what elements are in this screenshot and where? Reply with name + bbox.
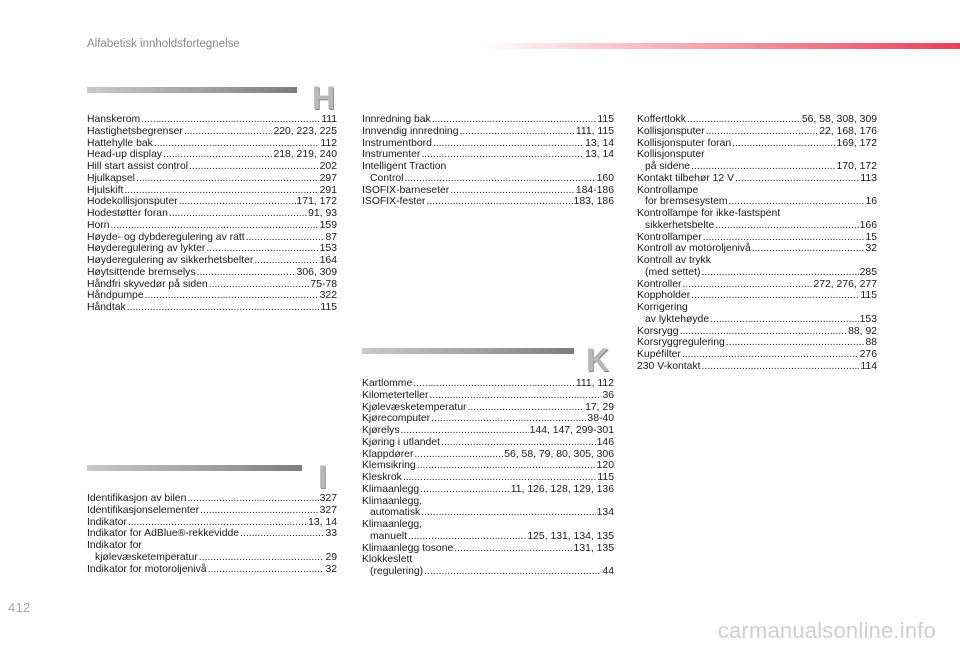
dot-leader <box>209 279 310 291</box>
dot-leader <box>703 232 865 244</box>
header-accent-bar <box>480 43 960 49</box>
dot-leader <box>413 378 575 390</box>
page-number: 412 <box>8 600 31 615</box>
index-term: Innredning bak <box>362 114 431 125</box>
index-term: Kontrollamper <box>637 231 702 243</box>
index-pages: 111, 112 <box>575 378 614 389</box>
index-term: Control <box>370 172 404 184</box>
section-k-bar <box>362 348 574 354</box>
index-entry <box>87 517 337 529</box>
index-term: Klappdører <box>362 448 414 460</box>
index-entry <box>362 126 614 138</box>
index-pages: 29 <box>325 551 337 563</box>
dot-leader <box>459 126 574 138</box>
index-term: Høyderegulering av lykter <box>87 243 206 255</box>
index-pages: 17, 29 <box>585 401 614 413</box>
dot-leader <box>154 138 320 150</box>
index-term: ISOFIX-fester <box>362 196 426 208</box>
dot-leader <box>726 337 865 349</box>
index-term: Indikator <box>87 516 127 528</box>
index-pages: 327 <box>319 493 337 504</box>
index-term: ISOFIX-barneseter <box>362 184 450 196</box>
index-pages: 115 <box>597 472 614 483</box>
index-term: Intelligent Traction <box>362 161 447 172</box>
dot-leader <box>691 290 859 302</box>
index-pages: 88 <box>865 337 877 349</box>
index-term: Klimaanlegg, <box>362 519 423 530</box>
dot-leader <box>124 185 318 197</box>
index-entry <box>87 220 337 232</box>
index-entry <box>637 185 877 197</box>
index-entry <box>87 114 337 126</box>
index-pages: 91, 93 <box>308 208 337 219</box>
index-pages: 111, 115 <box>575 125 614 137</box>
index-term: Koppholder <box>637 290 691 302</box>
index-pages: 13, 14 <box>308 516 337 528</box>
index-term: Håndtak <box>87 302 126 313</box>
index-pages: 131, 135 <box>573 542 614 554</box>
index-term: Horn <box>87 219 110 231</box>
index-entry <box>87 528 337 540</box>
index-pages: 125, 131, 134, 135 <box>527 530 614 542</box>
dot-leader <box>403 472 597 484</box>
dot-leader <box>682 279 812 291</box>
index-entry <box>637 267 877 279</box>
index-entry <box>362 472 614 484</box>
section-k-continued-entries <box>637 114 877 373</box>
index-pages: 36 <box>602 389 614 401</box>
index-pages: 153 <box>859 313 877 325</box>
index-term: Klokkeslett <box>362 554 413 566</box>
dot-leader <box>702 361 860 373</box>
index-entry <box>87 232 337 244</box>
index-entry <box>362 507 614 519</box>
index-entry <box>87 255 337 267</box>
index-pages: 169, 172 <box>836 137 877 149</box>
dot-leader <box>735 173 859 185</box>
index-pages: 13, 14 <box>585 137 614 149</box>
dot-leader <box>421 149 584 161</box>
index-pages: 322 <box>319 290 337 302</box>
dot-leader <box>454 543 572 555</box>
index-entry <box>87 540 337 552</box>
dot-leader <box>468 402 585 414</box>
index-entry <box>637 314 877 326</box>
index-pages: 15 <box>865 231 877 243</box>
index-entry <box>637 326 877 338</box>
index-pages: 32 <box>865 243 877 255</box>
index-term: Innvendig innredning <box>362 125 459 137</box>
index-entry <box>637 173 877 185</box>
index-entry <box>637 161 877 173</box>
dot-leader <box>136 173 319 185</box>
index-pages: 272, 276, 277 <box>813 278 877 290</box>
dot-leader <box>111 220 319 232</box>
index-pages: 13, 14 <box>585 149 614 161</box>
dot-leader <box>179 196 296 208</box>
dot-leader <box>163 149 272 161</box>
index-term: Kontroll av trykk <box>637 255 711 266</box>
index-term: Hjulkapsel <box>87 172 135 184</box>
dot-leader <box>421 507 595 519</box>
index-term: sikkerhetsbelte <box>645 219 715 231</box>
dot-leader <box>197 267 296 279</box>
index-entry <box>637 114 877 126</box>
dot-leader <box>184 126 273 138</box>
index-pages: 115 <box>597 114 614 125</box>
index-entry <box>362 185 614 197</box>
section-i-entries <box>87 493 337 575</box>
index-term: Hanskerom <box>87 114 141 125</box>
index-entry <box>362 196 614 208</box>
index-pages: 183, 186 <box>573 196 614 208</box>
index-entry <box>87 505 337 517</box>
index-entry <box>637 279 877 291</box>
index-pages: 171, 172 <box>296 196 337 208</box>
index-pages: 202 <box>319 161 337 172</box>
index-term: Håndpumpe <box>87 290 144 302</box>
index-entry <box>362 138 614 150</box>
dot-leader <box>127 302 320 314</box>
index-term: Korrigering <box>637 302 688 313</box>
index-entry <box>362 390 614 402</box>
dot-leader <box>433 138 584 150</box>
index-term: Kontroller <box>637 278 682 290</box>
index-pages: 16 <box>865 196 877 208</box>
dot-leader <box>417 460 596 472</box>
index-entry <box>362 425 614 437</box>
index-entry <box>87 243 337 255</box>
dot-leader <box>189 161 319 173</box>
dot-leader <box>687 114 801 126</box>
index-entry <box>637 349 877 361</box>
index-term: Kollisjonsputer <box>637 149 705 161</box>
index-entry <box>87 290 337 302</box>
index-term: Høyderegulering av sikkerhetsbelter <box>87 255 254 266</box>
index-entry <box>637 290 877 302</box>
index-term: Håndfri skyvedør på siden <box>87 278 208 290</box>
index-entry <box>362 484 614 496</box>
dot-leader <box>206 243 318 255</box>
index-entry <box>637 126 877 138</box>
dot-leader <box>128 517 307 529</box>
index-term: Identifikasjonselementer <box>87 504 200 516</box>
dot-leader <box>682 349 859 361</box>
index-entry <box>362 402 614 414</box>
index-entry <box>637 361 877 373</box>
index-term: Kjøring i utlandet <box>362 436 440 448</box>
index-term: Kartlomme <box>362 378 413 389</box>
section-i-letter: I <box>318 459 327 495</box>
dot-leader <box>752 243 865 255</box>
index-entry <box>362 378 614 390</box>
index-term: Indikator for motoroljenivå <box>87 563 207 575</box>
index-pages: 115 <box>320 302 337 313</box>
index-term: (regulering) <box>370 566 424 577</box>
index-entry <box>637 138 877 150</box>
dot-leader <box>246 232 325 244</box>
dot-leader <box>701 267 858 279</box>
index-entry <box>362 531 614 543</box>
dot-leader <box>408 531 526 543</box>
index-term: Klimaanlegg tosone <box>362 542 454 554</box>
index-term: Klimaanlegg, <box>362 495 423 507</box>
dot-leader <box>706 126 819 138</box>
index-entry <box>637 149 877 161</box>
index-term: 230 V-kontakt <box>637 360 701 372</box>
dot-leader <box>141 114 320 126</box>
index-term: Kjølevæsketemperatur <box>362 401 467 413</box>
dot-leader <box>169 208 307 220</box>
dot-leader <box>715 220 858 232</box>
index-term: Høyde- og dybderegulering av ratt <box>87 231 245 243</box>
index-term: Hodekollisjonsputer <box>87 196 178 208</box>
index-pages: 291 <box>319 184 337 196</box>
index-term: på sidene <box>645 161 691 172</box>
index-term: Kjørelys <box>362 425 400 436</box>
index-term: Kilometerteller <box>362 389 429 401</box>
index-term: av lyktehøyde <box>645 313 710 325</box>
index-entry <box>87 196 337 208</box>
dot-leader <box>208 564 325 576</box>
index-entry <box>87 208 337 220</box>
index-term: automatisk <box>370 507 421 519</box>
index-term: Hattehylle bak <box>87 137 153 149</box>
index-term: Kollisjonsputer foran <box>637 137 732 149</box>
index-entry <box>87 138 337 150</box>
index-term: Hastighetsbegrenser <box>87 125 183 137</box>
index-pages: 166 <box>859 219 877 231</box>
index-pages: 276 <box>859 349 877 360</box>
dot-leader <box>405 173 596 185</box>
index-entry <box>362 437 614 449</box>
index-term: Klemsikring <box>362 460 416 472</box>
section-h-bar <box>87 87 297 93</box>
index-entry <box>637 255 877 267</box>
index-entry <box>362 413 614 425</box>
index-pages: 164 <box>319 255 337 266</box>
index-pages: 297 <box>319 172 337 184</box>
watermark: carmanualsonline.info <box>717 618 936 643</box>
section-h-letter: H <box>312 80 336 116</box>
index-pages: 115 <box>860 290 877 302</box>
index-term: Head-up display <box>87 149 163 161</box>
index-pages: 38-40 <box>587 413 614 425</box>
index-term: Identifikasjon av bilen <box>87 493 187 504</box>
dot-leader <box>414 449 503 461</box>
dot-leader <box>240 528 324 540</box>
index-entry <box>87 185 337 197</box>
dot-leader <box>441 437 596 449</box>
index-term: Hjulskift <box>87 184 124 196</box>
index-entry <box>87 552 337 564</box>
index-entry <box>362 114 614 126</box>
index-term: Kontakt tilbehør 12 V <box>637 172 735 184</box>
index-entry <box>637 302 877 314</box>
index-entry <box>87 493 337 505</box>
index-entry <box>87 564 337 576</box>
index-term: Kollisjonsputer <box>637 125 705 137</box>
index-pages: 220, 223, 225 <box>273 125 337 137</box>
index-term: Kontrollampe <box>637 184 699 196</box>
dot-leader <box>729 196 865 208</box>
index-entry <box>362 519 614 531</box>
index-term: for bremsesystem <box>645 196 728 208</box>
dot-leader <box>187 493 318 505</box>
section-i-bar <box>87 465 302 471</box>
dot-leader <box>424 566 601 578</box>
index-pages: 170, 172 <box>836 161 877 172</box>
index-entry <box>637 220 877 232</box>
dot-leader <box>429 390 601 402</box>
index-entry <box>637 337 877 349</box>
index-pages: 327 <box>319 504 337 516</box>
dot-leader <box>401 425 529 437</box>
index-entry <box>362 173 614 185</box>
dot-leader <box>680 326 848 338</box>
index-pages: 120 <box>596 460 614 472</box>
index-entry <box>87 173 337 185</box>
index-entry <box>87 161 337 173</box>
dot-leader <box>427 196 573 208</box>
index-pages: 111 <box>321 114 337 125</box>
index-pages: 113 <box>860 172 877 184</box>
index-pages: 153 <box>319 243 337 255</box>
index-entry <box>637 232 877 244</box>
index-term: kjølevæsketemperatur <box>95 551 198 563</box>
index-term: Kontrollampe for ikke-fastspent <box>637 208 781 219</box>
index-term: Koffertlokk <box>637 114 686 125</box>
index-term: Hodestøtter foran <box>87 208 168 219</box>
index-pages: 160 <box>596 172 614 184</box>
index-pages: 306, 309 <box>296 266 337 278</box>
index-entry <box>362 543 614 555</box>
index-term: Kleskrok <box>362 472 402 483</box>
index-entry <box>637 208 877 220</box>
index-pages: 33 <box>325 528 337 540</box>
index-entry <box>637 196 877 208</box>
dot-leader <box>432 114 597 126</box>
index-entry <box>87 267 337 279</box>
index-pages: 218, 219, 240 <box>273 149 337 161</box>
index-pages: 114 <box>860 360 877 372</box>
index-pages: 184-186 <box>575 184 614 196</box>
index-pages: 22, 168, 176 <box>819 125 877 137</box>
index-entry <box>362 161 614 173</box>
index-term: Indikator for AdBlue®-rekkevidde <box>87 528 240 540</box>
index-pages: 75-78 <box>310 278 337 290</box>
index-term: Kontroll av motoroljenivå <box>637 243 751 255</box>
index-term: Korsryggregulering <box>637 337 725 349</box>
index-pages: 11, 126, 128, 129, 136 <box>510 483 614 495</box>
index-term: Høytsittende bremselys <box>87 266 196 278</box>
index-pages: 56, 58, 308, 309 <box>801 114 877 125</box>
section-i-continued-entries <box>362 114 614 208</box>
index-term: (med settet) <box>645 266 701 278</box>
dot-leader <box>431 413 586 425</box>
index-pages: 144, 147, 299-301 <box>529 425 614 436</box>
index-pages: 285 <box>859 266 877 278</box>
index-term: Indikator for <box>87 540 142 551</box>
index-term: Hill start assist control <box>87 161 189 172</box>
index-term: manuelt <box>370 530 407 542</box>
index-entry <box>362 149 614 161</box>
index-entry <box>362 566 614 578</box>
index-entry <box>362 460 614 472</box>
header-title: Alfabetisk innholdsfortegnelse <box>87 38 240 50</box>
dot-leader <box>200 505 319 517</box>
index-pages: 56, 58, 79, 80, 305, 306 <box>504 448 614 460</box>
dot-leader <box>691 161 835 173</box>
index-pages: 112 <box>320 137 337 149</box>
dot-leader <box>145 290 319 302</box>
index-pages: 44 <box>602 566 614 577</box>
dot-leader <box>254 255 318 267</box>
index-term: Kjørecomputer <box>362 413 431 425</box>
index-entry <box>362 449 614 461</box>
index-entry <box>362 496 614 508</box>
index-term: Korsrygg <box>637 325 679 337</box>
dot-leader <box>450 185 575 197</box>
dot-leader <box>710 314 859 326</box>
section-h-entries <box>87 114 337 314</box>
index-entry <box>637 243 877 255</box>
section-k-letter: K <box>586 342 610 378</box>
section-k-entries <box>362 378 614 578</box>
index-pages: 134 <box>596 507 614 519</box>
index-term: Kupéfilter <box>637 349 681 360</box>
index-pages: 87 <box>325 231 337 243</box>
dot-leader <box>420 484 510 496</box>
dot-leader <box>732 138 835 150</box>
index-term: Klimaanlegg <box>362 483 420 495</box>
index-entry <box>87 149 337 161</box>
index-term: Instrumenter <box>362 149 421 161</box>
index-entry <box>87 279 337 291</box>
index-pages: 88, 92 <box>848 325 877 337</box>
index-pages: 146 <box>596 436 614 448</box>
index-term: Instrumentbord <box>362 137 432 149</box>
dot-leader <box>199 552 325 564</box>
index-pages: 159 <box>319 219 337 231</box>
index-entry <box>87 302 337 314</box>
index-pages: 32 <box>325 563 337 575</box>
index-entry <box>87 126 337 138</box>
index-entry <box>362 554 614 566</box>
